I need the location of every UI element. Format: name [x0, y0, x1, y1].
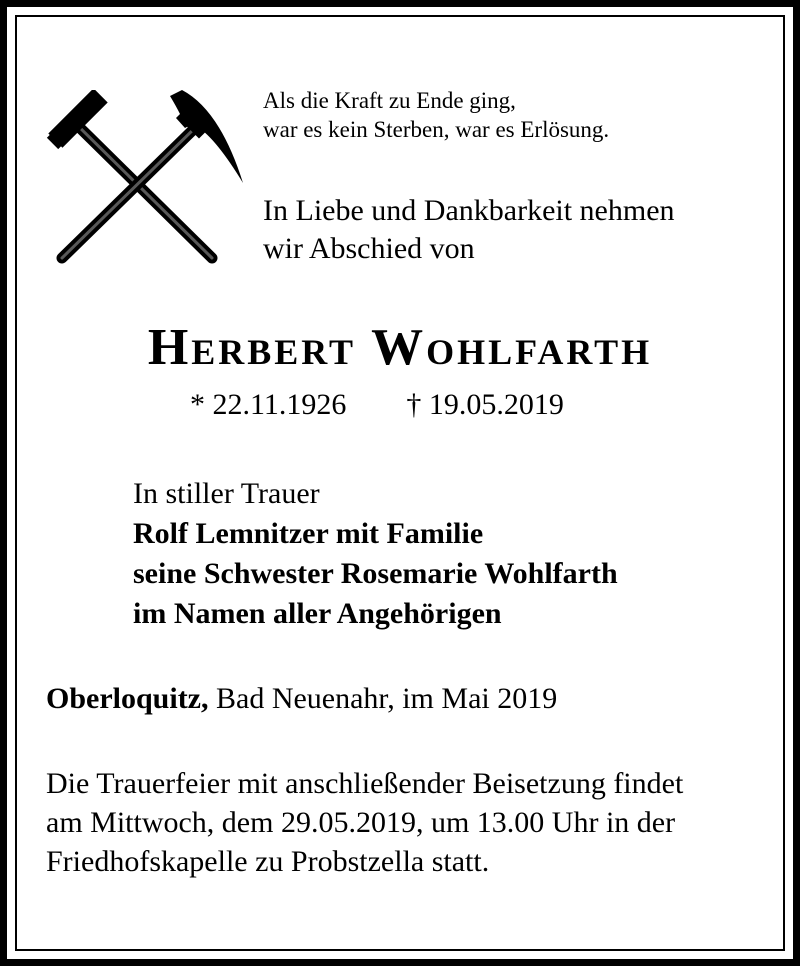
place-rest: Bad Neuenahr, im Mai 2019 — [208, 682, 558, 715]
birth-date: * 22.11.1926 — [190, 388, 347, 421]
intro-line-2: wir Abschied von — [263, 232, 475, 265]
funeral-line-2: am Mittwoch, dem 29.05.2019, um 13.00 Uhr in der — [46, 806, 676, 839]
mourner-line: Rolf Lemnitzer mit Familie — [133, 517, 484, 550]
life-dates — [190, 386, 564, 424]
death-date: † 19.05.2019 — [406, 388, 564, 421]
mourners-heading: In stiller Trauer — [133, 477, 320, 510]
funeral-notice — [46, 764, 776, 881]
quote-line-2: war es kein Sterben, war es Erlösung. — [263, 117, 610, 142]
funeral-line-1: Die Trauerfeier mit anschließender Beisetzung findet — [46, 767, 684, 800]
crossed-hammer-and-pick-icon — [40, 90, 250, 265]
intro-line-1: In Liebe und Dankbarkeit nehmen — [263, 194, 675, 227]
quote-line-1: Als die Kraft zu Ende ging, — [263, 88, 516, 113]
place-town: Oberloquitz, — [46, 682, 209, 715]
place-and-date — [46, 680, 557, 718]
quote — [263, 86, 609, 144]
mourner-line: seine Schwester Rosemarie Wohlfarth — [133, 557, 618, 590]
mourners-block — [133, 474, 618, 634]
deceased-name: Herbert Wohlfarth — [147, 319, 653, 376]
mourner-line: im Namen aller Angehörigen — [133, 597, 502, 630]
funeral-line-3: Friedhofskapelle zu Probstzella statt. — [46, 845, 490, 878]
farewell-intro — [263, 192, 675, 268]
